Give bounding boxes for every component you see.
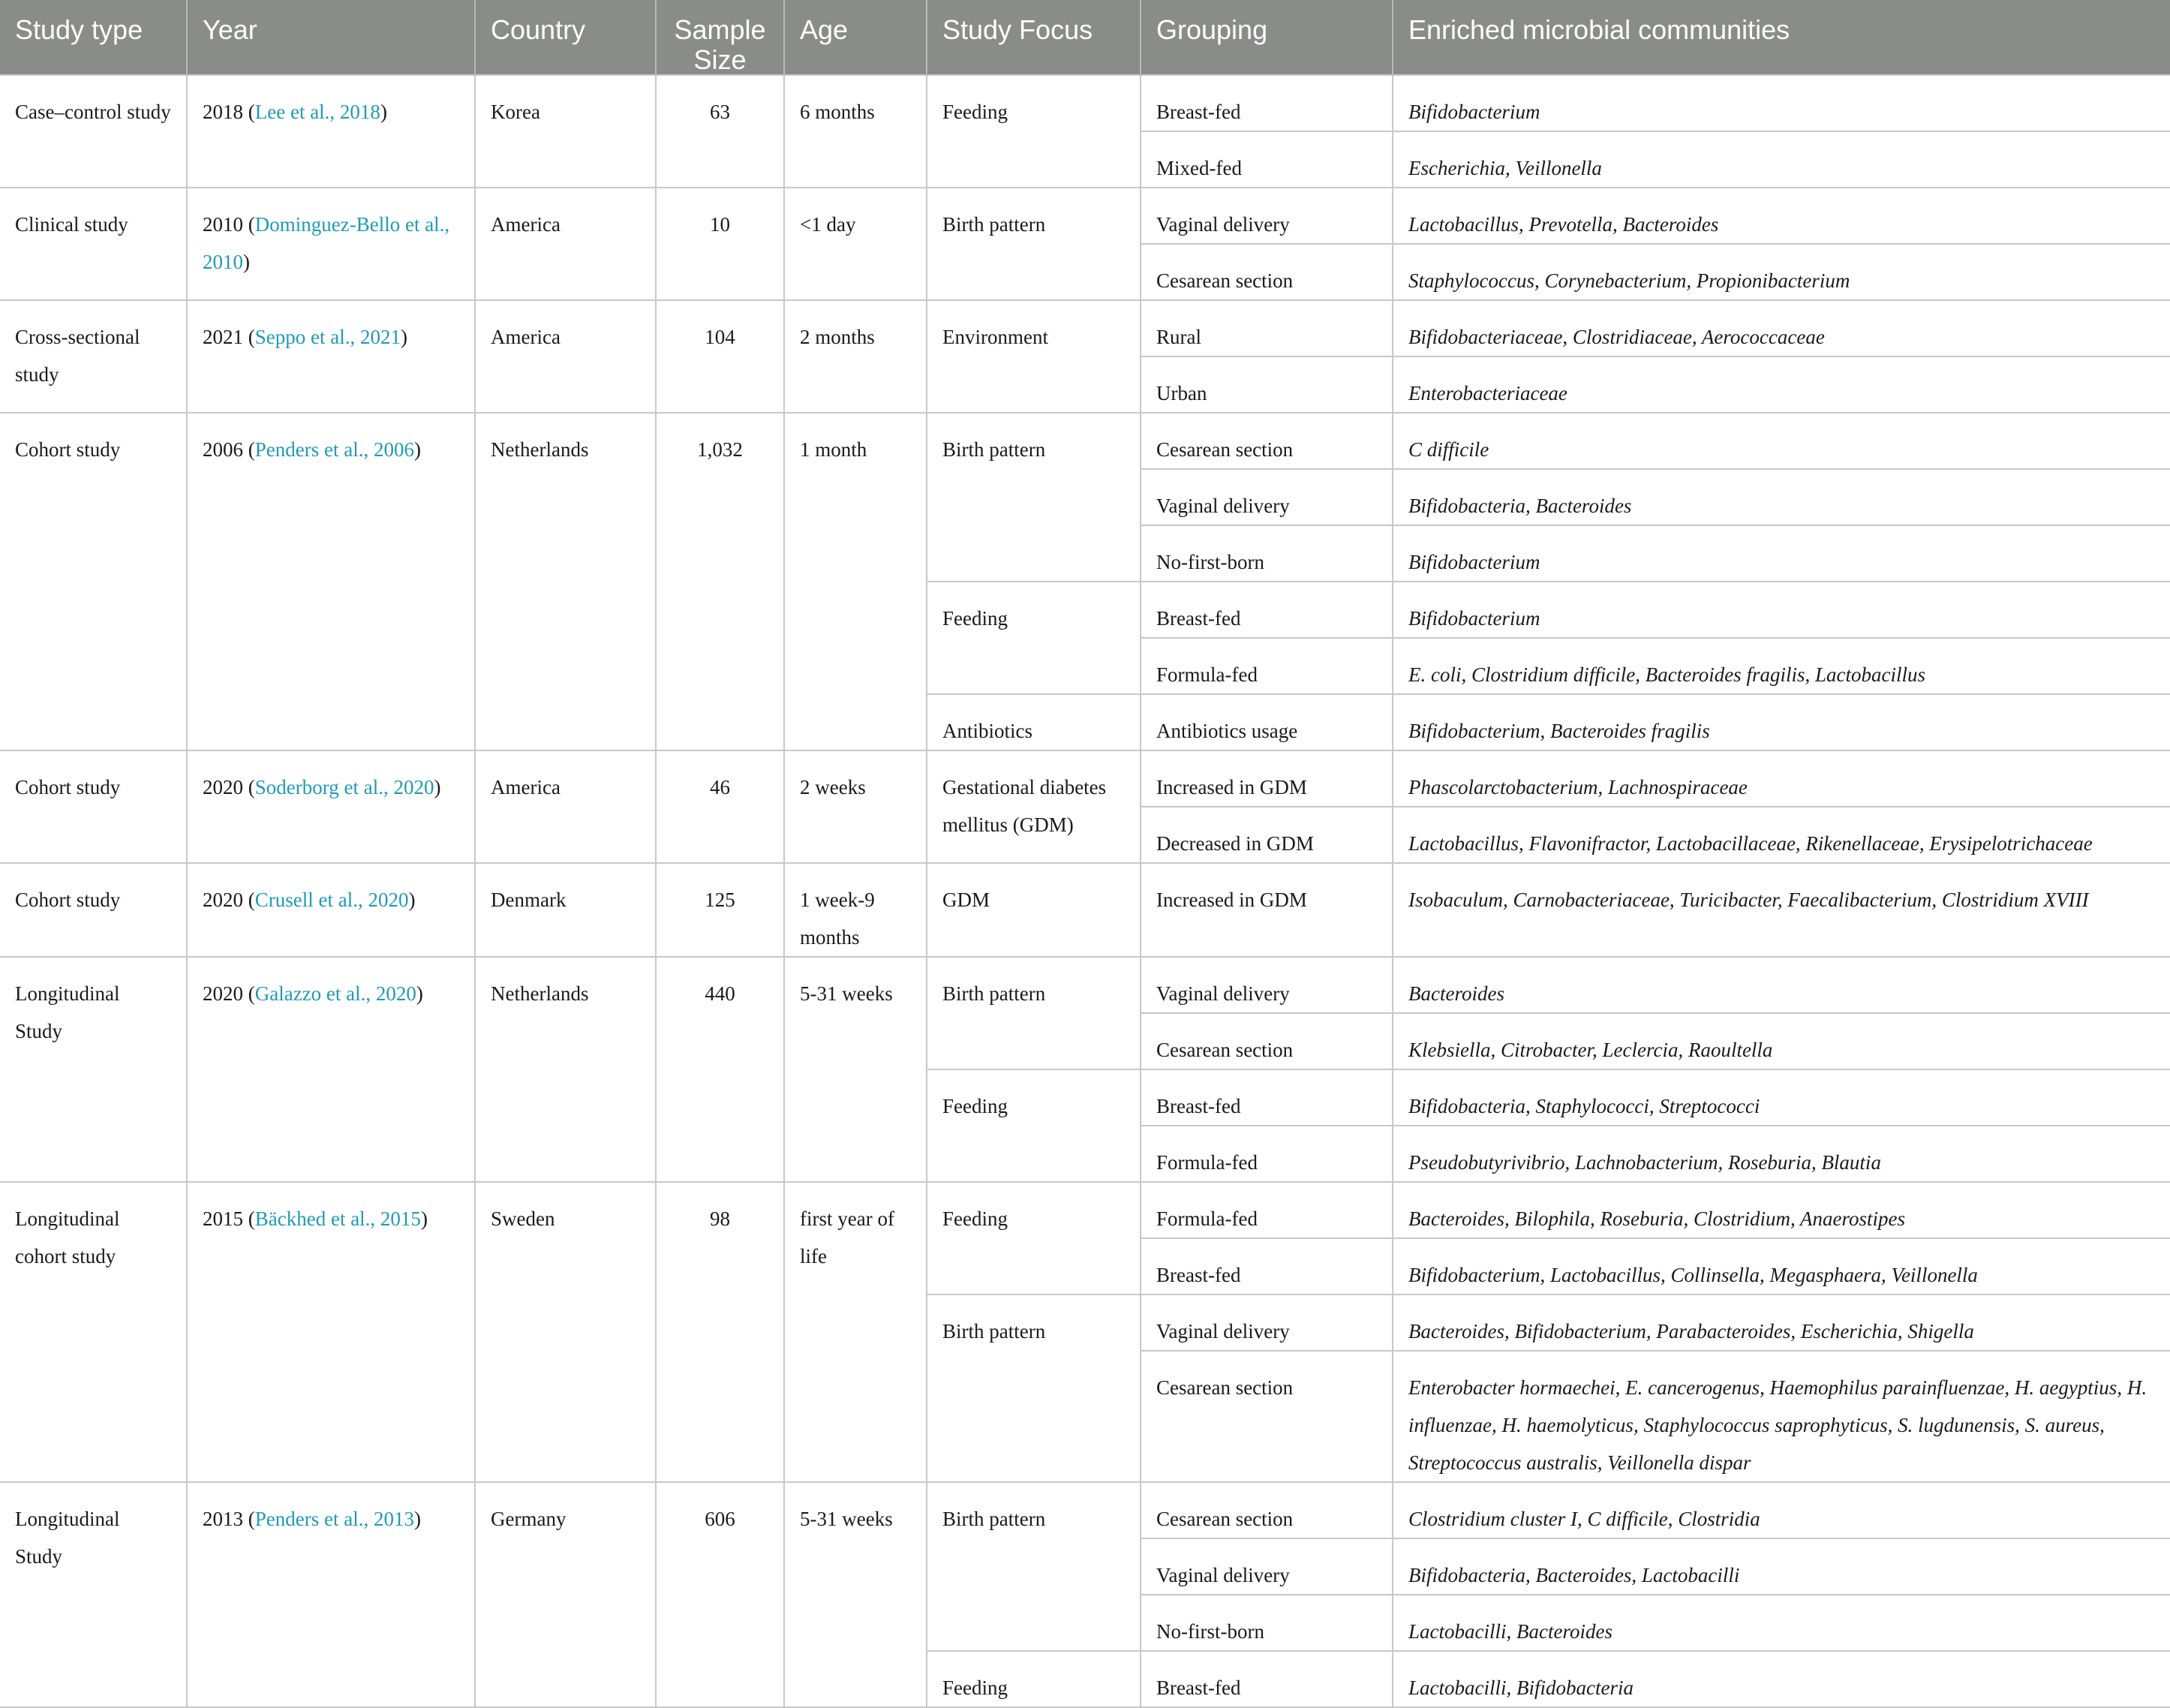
study-type: Longitudinal Study	[15, 982, 120, 1043]
age-cell	[784, 300, 927, 413]
enriched-microbes: Bifidobacterium, Lactobacillus, Collinsella, Megasphaera, Veillonella	[1408, 1264, 1978, 1287]
microbes-cell	[1393, 356, 2170, 413]
grouping: Vaginal delivery	[1156, 982, 1290, 1006]
sample-size: 1,032	[697, 438, 743, 462]
grouping: Formula-fed	[1156, 1151, 1258, 1174]
study-focus-cell	[927, 188, 1141, 300]
age: 1 week-9 months	[800, 889, 875, 949]
grouping-cell	[1141, 1482, 1393, 1538]
grouping-cell	[1141, 413, 1393, 469]
microbes-cell	[1393, 638, 2170, 694]
microbes-cell	[1393, 1595, 2170, 1651]
study-focus: Antibiotics	[942, 720, 1032, 743]
study-focus-cell	[927, 1651, 1141, 1707]
grouping: Decreased in GDM	[1156, 832, 1314, 856]
sample-size-cell	[656, 300, 784, 413]
study-type: Cohort study	[15, 776, 121, 799]
year-cell: 2010 (Dominguez-Bello et al., 2010)	[187, 188, 475, 300]
enriched-microbes: Isobaculum, Carnobacteriaceae, Turicibacter, Faecalibacterium, Clostridium XVIII	[1408, 889, 2089, 912]
enriched-microbes: E. coli, Clostridium difficile, Bacteroides fragilis, Lactobacillus	[1408, 663, 1925, 687]
enriched-microbes: Lactobacilli, Bacteroides	[1408, 1620, 1612, 1643]
study-type-cell	[0, 188, 187, 300]
study-focus-cell	[927, 1069, 1141, 1182]
citation-link[interactable]: Bäckhed et al., 2015	[254, 1207, 421, 1231]
microbes-cell	[1393, 582, 2170, 638]
microbes-cell	[1393, 1182, 2170, 1238]
grouping-cell	[1141, 131, 1393, 188]
table-row	[0, 1182, 2170, 1238]
study-type-cell	[0, 957, 187, 1182]
enriched-microbes: Bacteroides, Bifidobacterium, Parabacteroides, Escherichia, Shigella	[1408, 1320, 1974, 1343]
age-cell	[784, 863, 927, 957]
country-cell	[475, 300, 656, 413]
citation-link[interactable]: Galazzo et al., 2020	[254, 982, 416, 1006]
sample-size-cell	[656, 1482, 784, 1707]
study-focus: Gestational diabetes mellitus (GDM)	[942, 776, 1107, 837]
country: America	[491, 776, 561, 799]
grouping-cell	[1141, 300, 1393, 356]
grouping: Increased in GDM	[1156, 776, 1307, 799]
enriched-microbes: Bifidobacteria, Bacteroides, Lactobacilli	[1408, 1564, 1740, 1587]
age-cell	[784, 188, 927, 300]
age: 2 months	[800, 326, 875, 349]
enriched-microbes: Bifidobacterium	[1408, 607, 1540, 630]
age: 1 month	[800, 438, 867, 462]
enriched-microbes: Bifidobacteriaceae, Clostridiaceae, Aerococcaceae	[1408, 326, 1825, 349]
microbes-cell	[1393, 469, 2170, 525]
country-cell	[475, 75, 656, 188]
sample-size-cell	[656, 1182, 784, 1482]
citation-link[interactable]: Dominguez-Bello et al., 2010	[203, 213, 450, 274]
microbes-cell	[1393, 244, 2170, 300]
microbes-cell	[1393, 1069, 2170, 1126]
study-type: Clinical study	[15, 213, 128, 236]
grouping: Formula-fed	[1156, 663, 1258, 687]
citation-link[interactable]: Lee et al., 2018	[254, 101, 380, 124]
year-cell: 2006 (Penders et al., 2006)	[187, 413, 475, 750]
enriched-microbes: Bifidobacterium	[1408, 551, 1540, 574]
age-cell	[784, 1182, 927, 1482]
grouping: No-first-born	[1156, 551, 1264, 574]
citation-link[interactable]: Crusell et al., 2020	[254, 889, 409, 912]
study-type: Longitudinal cohort study	[15, 1207, 120, 1268]
year-cell: 2021 (Seppo et al., 2021)	[187, 300, 475, 413]
grouping: Cesarean section	[1156, 1376, 1294, 1400]
study-type: Cross-sectional study	[15, 326, 140, 386]
year: 2018	[203, 101, 243, 124]
year: 2020	[203, 889, 243, 912]
study-focus: Feeding	[942, 607, 1008, 630]
header-year: Year	[187, 0, 475, 75]
header-study-type: Study type	[0, 0, 187, 75]
year: 2006	[203, 438, 243, 462]
microbes-cell	[1393, 1538, 2170, 1595]
study-focus-cell	[927, 1295, 1141, 1482]
table-body	[0, 75, 2170, 1707]
sample-size-cell	[656, 750, 784, 863]
grouping: Breast-fed	[1156, 101, 1241, 124]
country-cell	[475, 750, 656, 863]
header-grouping: Grouping	[1141, 0, 1393, 75]
grouping-cell	[1141, 525, 1393, 582]
country-cell	[475, 863, 656, 957]
study-focus: Feeding	[942, 101, 1008, 124]
study-type-cell	[0, 1182, 187, 1482]
grouping: Breast-fed	[1156, 1264, 1241, 1287]
sample-size-cell	[656, 957, 784, 1182]
microbes-cell	[1393, 957, 2170, 1013]
enriched-microbes: Bifidobacterium	[1408, 101, 1540, 124]
microbes-cell	[1393, 1482, 2170, 1538]
country-cell	[475, 1182, 656, 1482]
study-focus: Environment	[942, 326, 1048, 349]
grouping: Formula-fed	[1156, 1207, 1258, 1231]
age: 5-31 weeks	[800, 1508, 893, 1531]
age: <1 day	[800, 213, 856, 236]
grouping: Breast-fed	[1156, 607, 1241, 630]
microbes-cell	[1393, 1651, 2170, 1707]
study-focus: Birth pattern	[942, 438, 1046, 462]
grouping-cell	[1141, 188, 1393, 244]
enriched-microbes: Bacteroides, Bilophila, Roseburia, Clostridium, Anaerostipes	[1408, 1207, 1905, 1231]
grouping: Mixed-fed	[1156, 157, 1242, 180]
study-type-cell	[0, 750, 187, 863]
enriched-microbes: C difficile	[1408, 438, 1489, 462]
table-row	[0, 300, 2170, 356]
sample-size-cell	[656, 863, 784, 957]
enriched-microbes: Bacteroides	[1408, 982, 1504, 1006]
study-focus-cell	[927, 957, 1141, 1069]
enriched-microbes: Enterobacter hormaechei, E. cancerogenus, Haemophilus parainfluenzae, H. aegyptius, H. influenzae, H. haemolyticus, Staphylococcus saprophyticus, S. lugdunensis, S. aureus, Streptococcus australis, Veillonella dispar	[1408, 1376, 2147, 1475]
country: Denmark	[491, 889, 567, 912]
sample-size: 46	[710, 776, 730, 799]
year: 2020	[203, 982, 243, 1006]
study-focus-cell	[927, 863, 1141, 957]
enriched-microbes: Staphylococcus, Corynebacterium, Propionibacterium	[1408, 269, 1850, 293]
enriched-microbes: Enterobacteriaceae	[1408, 382, 1567, 405]
age: 2 weeks	[800, 776, 866, 799]
study-focus-cell	[927, 1482, 1141, 1651]
study-focus: Birth pattern	[942, 1320, 1046, 1343]
study-type-cell	[0, 863, 187, 957]
grouping: Cesarean section	[1156, 1508, 1294, 1531]
grouping: Cesarean section	[1156, 438, 1294, 462]
microbes-cell	[1393, 1351, 2170, 1482]
study-focus: GDM	[942, 889, 990, 912]
grouping: Breast-fed	[1156, 1095, 1241, 1118]
grouping-cell	[1141, 863, 1393, 957]
microbes-cell	[1393, 1238, 2170, 1295]
age: 6 months	[800, 101, 875, 124]
microbes-cell	[1393, 75, 2170, 131]
grouping-cell	[1141, 638, 1393, 694]
sample-size-cell	[656, 75, 784, 188]
grouping: Vaginal delivery	[1156, 1320, 1290, 1343]
grouping-cell	[1141, 1351, 1393, 1482]
country: Netherlands	[491, 438, 589, 462]
age: 5-31 weeks	[800, 982, 893, 1006]
enriched-microbes: Bifidobacteria, Staphylococci, Streptococci	[1408, 1095, 1760, 1118]
study-type-cell	[0, 1482, 187, 1707]
header-row	[0, 0, 2170, 75]
study-focus: Feeding	[942, 1676, 1008, 1700]
year-cell: 2020 (Soderborg et al., 2020)	[187, 750, 475, 863]
grouping-cell	[1141, 1013, 1393, 1069]
grouping-cell	[1141, 1538, 1393, 1595]
age: first year of life	[800, 1207, 894, 1268]
study-focus-cell	[927, 300, 1141, 413]
study-type: Cohort study	[15, 889, 121, 912]
sample-size: 606	[705, 1508, 735, 1531]
study-focus: Birth pattern	[942, 982, 1046, 1006]
study-focus: Birth pattern	[942, 1508, 1046, 1531]
table-row	[0, 188, 2170, 244]
grouping: Breast-fed	[1156, 1676, 1241, 1700]
grouping-cell	[1141, 1651, 1393, 1707]
grouping-cell	[1141, 75, 1393, 131]
microbes-cell	[1393, 863, 2170, 957]
enriched-microbes: Pseudobutyrivibrio, Lachnobacterium, Roseburia, Blautia	[1408, 1151, 1881, 1174]
country: America	[491, 213, 561, 236]
sample-size-cell	[656, 188, 784, 300]
enriched-microbes: Clostridium cluster I, C difficile, Clostridia	[1408, 1508, 1760, 1531]
microbes-cell	[1393, 1295, 2170, 1351]
citation-link[interactable]: Soderborg et al., 2020	[254, 776, 434, 799]
study-focus-cell	[927, 413, 1141, 582]
country-cell	[475, 188, 656, 300]
citation-link[interactable]: Seppo et al., 2021	[254, 326, 401, 349]
year-cell: 2020 (Crusell et al., 2020)	[187, 863, 475, 957]
study-focus-cell	[927, 750, 1141, 863]
table-row	[0, 863, 2170, 957]
age-cell	[784, 957, 927, 1182]
grouping-cell	[1141, 1069, 1393, 1126]
enriched-microbes: Lactobacillus, Flavonifractor, Lactobacillaceae, Rikenellaceae, Erysipelotrichaceae	[1408, 832, 2093, 856]
sample-size: 63	[710, 101, 730, 124]
grouping: Cesarean section	[1156, 269, 1294, 293]
microbes-cell	[1393, 807, 2170, 863]
grouping: Vaginal delivery	[1156, 1564, 1290, 1587]
study-focus: Feeding	[942, 1207, 1008, 1231]
year-cell: 2013 (Penders et al., 2013)	[187, 1482, 475, 1707]
grouping-cell	[1141, 750, 1393, 807]
study-type: Case–control study	[15, 101, 171, 124]
microbes-cell	[1393, 1126, 2170, 1182]
header-enriched-communities: Enriched microbial communities	[1393, 0, 2170, 75]
grouping: Urban	[1156, 382, 1207, 405]
grouping-cell	[1141, 1295, 1393, 1351]
table-row	[0, 75, 2170, 131]
grouping: Vaginal delivery	[1156, 495, 1290, 518]
grouping-cell	[1141, 1595, 1393, 1651]
country: America	[491, 326, 561, 349]
country: Sweden	[491, 1207, 555, 1231]
age-cell	[784, 1482, 927, 1707]
microbes-cell	[1393, 413, 2170, 469]
grouping-cell	[1141, 957, 1393, 1013]
year: 2020	[203, 776, 243, 799]
grouping: Vaginal delivery	[1156, 213, 1290, 236]
study-focus-cell	[927, 582, 1141, 694]
year: 2010	[203, 213, 243, 236]
country: Netherlands	[491, 982, 589, 1006]
study-focus-cell	[927, 694, 1141, 750]
age-cell	[784, 75, 927, 188]
country: Germany	[491, 1508, 567, 1531]
country-cell	[475, 957, 656, 1182]
year-cell: 2018 (Lee et al., 2018)	[187, 75, 475, 188]
header-age: Age	[784, 0, 927, 75]
grouping: Antibiotics usage	[1156, 720, 1298, 743]
year-cell: 2020 (Galazzo et al., 2020)	[187, 957, 475, 1182]
enriched-microbes: Phascolarctobacterium, Lachnospiraceae	[1408, 776, 1748, 799]
country: Korea	[491, 101, 540, 124]
sample-size-cell	[656, 413, 784, 750]
study-focus: Feeding	[942, 1095, 1008, 1118]
microbes-cell	[1393, 1013, 2170, 1069]
sample-size: 98	[710, 1207, 730, 1231]
enriched-microbes: Escherichia, Veillonella	[1408, 157, 1602, 180]
microbes-cell	[1393, 131, 2170, 188]
grouping-cell	[1141, 1238, 1393, 1295]
header-sample-size: Sample Size	[656, 0, 784, 75]
sample-size: 125	[705, 889, 735, 912]
age-cell	[784, 750, 927, 863]
country-cell	[475, 1482, 656, 1707]
table-row	[0, 750, 2170, 807]
grouping-cell	[1141, 1182, 1393, 1238]
header-country: Country	[475, 0, 656, 75]
grouping-cell	[1141, 244, 1393, 300]
year-cell: 2015 (Bäckhed et al., 2015)	[187, 1182, 475, 1482]
microbes-cell	[1393, 750, 2170, 807]
grouping-cell	[1141, 469, 1393, 525]
citation-link[interactable]: Penders et al., 2006	[254, 438, 414, 462]
enriched-microbes: Bifidobacterium, Bacteroides fragilis	[1408, 720, 1710, 743]
year: 2013	[203, 1508, 243, 1531]
microbes-cell	[1393, 300, 2170, 356]
grouping-cell	[1141, 356, 1393, 413]
sample-size: 440	[705, 982, 735, 1006]
grouping: Rural	[1156, 326, 1201, 349]
microbes-cell	[1393, 694, 2170, 750]
study-type: Cohort study	[15, 438, 121, 462]
study-focus-cell	[927, 1182, 1141, 1295]
study-focus-cell	[927, 75, 1141, 188]
header-study-focus: Study Focus	[927, 0, 1141, 75]
study-type: Longitudinal Study	[15, 1508, 120, 1568]
grouping: No-first-born	[1156, 1620, 1264, 1643]
grouping-cell	[1141, 807, 1393, 863]
age-cell	[784, 413, 927, 750]
table-row	[0, 1482, 2170, 1538]
microbes-cell	[1393, 188, 2170, 244]
citation-link[interactable]: Penders et al., 2013	[254, 1508, 414, 1531]
sample-size: 10	[710, 213, 730, 236]
grouping-cell	[1141, 694, 1393, 750]
enriched-microbes: Klebsiella, Citrobacter, Leclercia, Raoultella	[1408, 1039, 1773, 1062]
table-row	[0, 413, 2170, 469]
sample-size: 104	[705, 326, 735, 349]
enriched-microbes: Lactobacilli, Bifidobacteria	[1408, 1676, 1634, 1700]
grouping-cell	[1141, 1126, 1393, 1182]
study-type-cell	[0, 413, 187, 750]
enriched-microbes: Bifidobacteria, Bacteroides	[1408, 495, 1632, 518]
country-cell	[475, 413, 656, 750]
table-row	[0, 957, 2170, 1013]
year: 2015	[203, 1207, 243, 1231]
study-focus: Birth pattern	[942, 213, 1046, 236]
enriched-microbes: Lactobacillus, Prevotella, Bacteroides	[1408, 213, 1719, 236]
grouping-cell	[1141, 582, 1393, 638]
year: 2021	[203, 326, 243, 349]
study-type-cell	[0, 300, 187, 413]
grouping: Cesarean section	[1156, 1039, 1294, 1062]
study-type-cell	[0, 75, 187, 188]
grouping: Increased in GDM	[1156, 889, 1307, 912]
microbes-cell	[1393, 525, 2170, 582]
